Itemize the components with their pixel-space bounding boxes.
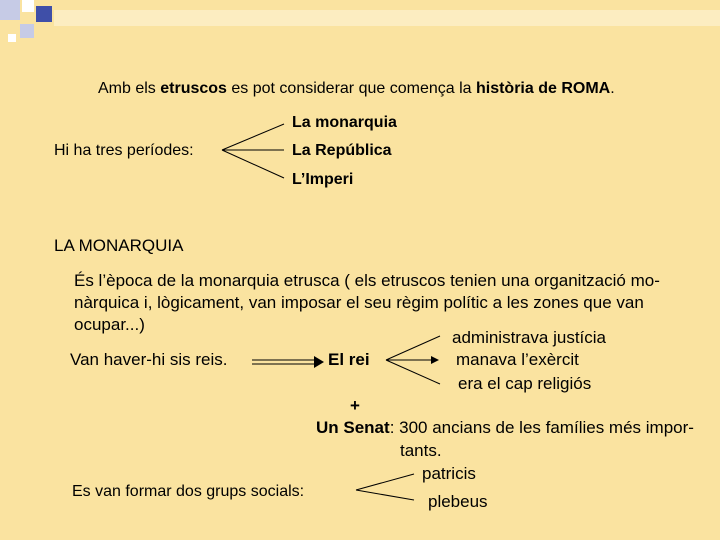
paragraph-line-3: ocupar...)	[74, 315, 145, 334]
social-groups-label: Es van formar dos grups socials:	[72, 483, 305, 500]
deco-square-small	[20, 24, 34, 38]
senate-rest: : 300 ancians de les famílies més impor-	[389, 418, 694, 437]
kings-label: Van haver-hi sis reis.	[70, 350, 228, 369]
senate-bold: Un Senat	[316, 418, 390, 437]
plus-sign: +	[350, 396, 360, 415]
period-line-top	[222, 124, 284, 150]
deco-square-blue	[36, 6, 52, 22]
intro-sentence	[98, 80, 615, 98]
intro-end: .	[610, 80, 615, 97]
group-plebeus: plebeus	[428, 492, 488, 511]
king-function-army: manava l’exèrcit	[456, 350, 579, 369]
intro-historia: història de ROMA	[475, 80, 611, 97]
kings-arrowhead	[314, 356, 324, 368]
header-bar	[54, 10, 720, 26]
deco-square-tiny	[8, 34, 16, 42]
period-line-bottom	[222, 150, 284, 178]
rei-line-top	[386, 336, 440, 360]
monarchy-paragraph	[74, 270, 694, 336]
king-function-religion: era el cap religiós	[458, 374, 592, 393]
social-line-bottom	[356, 490, 414, 500]
senate-line-2: tants.	[400, 441, 442, 460]
period-imperi: L’Imperi	[292, 171, 354, 188]
group-patricis: patricis	[422, 464, 476, 483]
king-function-justice: administrava justícia	[452, 328, 607, 347]
intro-etruscos: etruscos	[160, 80, 227, 97]
social-line-top	[356, 474, 414, 490]
el-rei-label: El rei	[328, 350, 370, 369]
paragraph-line-1: És l’època de la monarquia etrusca ( els etruscos tenien una organització mo-	[74, 271, 660, 290]
periods-label: Hi ha tres períodes:	[54, 142, 194, 159]
period-monarquia: La monarquia	[292, 114, 397, 131]
header-decoration	[0, 0, 720, 48]
period-republica: La República	[292, 142, 392, 159]
rei-line-bottom	[386, 360, 440, 384]
section-heading: LA MONARQUIA	[54, 236, 184, 255]
intro-prefix: Amb els	[98, 80, 161, 97]
senate-line-1	[316, 418, 694, 438]
paragraph-line-2: nàrquica i, lògicament, van imposar el seu règim polític a les zones que van	[74, 293, 644, 312]
deco-square-white	[22, 0, 34, 12]
deco-square-large	[0, 0, 20, 20]
intro-middle: es pot considerar que comença la	[226, 80, 476, 97]
